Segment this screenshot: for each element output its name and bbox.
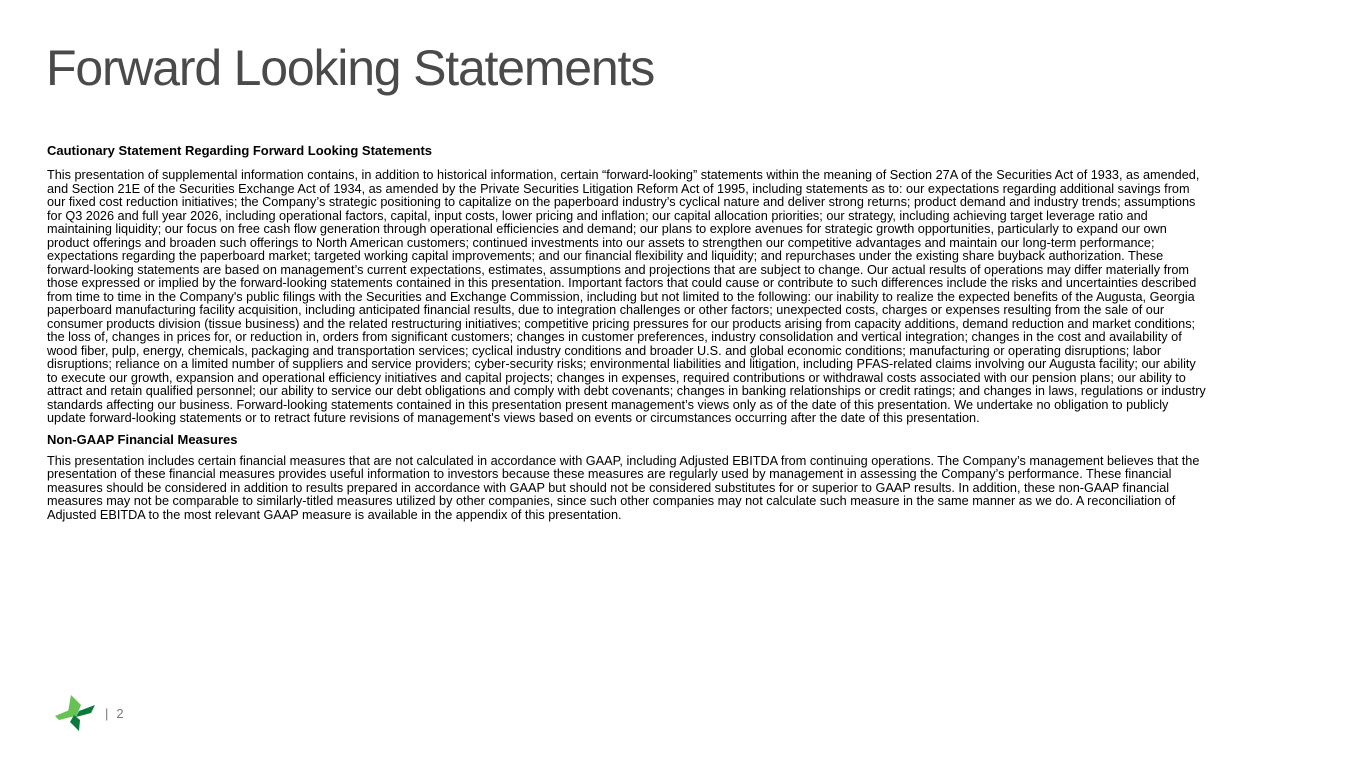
- page-number: 2: [116, 705, 124, 721]
- section-heading-non-gaap: Non-GAAP Financial Measures: [47, 431, 238, 447]
- section-heading-cautionary: Cautionary Statement Regarding Forward Looking Statements: [47, 143, 432, 158]
- slide-content: [47, 144, 1209, 522]
- section-body-cautionary: This presentation of supplemental information contains, in addition to historical information, certain “forward-looking” statements within the meaning of Section 27A of the Securities Act of 1933, as amended, and Section 21E of the Securities Exchange Act of 1934, as amended by the Private Securities Litigation Reform Act of 1995, including statements as to: our expectations regarding additional savings from our fixed cost reduction initiatives; the Company’s strategic positioning to capitalize on the paperboard industry’s cyclical nature and deliver strong returns; product demand and industry trends; assumptions for Q3 2026 and full year 2026, including operational factors, capital, input costs, lower pricing and inflation; our capital allocation priorities; our strategy, including achieving target leverage ratio and maintaining liquidity; our focus on free cash flow generation through operational efficiencies and demand; our plans to explore avenues for strategic growth opportunities, particularly to expand our own product offerings and broaden such offerings to North American customers; continued investments into our assets to strengthen our competitive advantages and maintain our long-term performance; expectations regarding the paperboard market; targeted working capital improvements; and our financial flexibility and liquidity; and repurchases under the existing share buyback authorization. These forward-looking statements are based on management’s current expectations, estimates, assumptions and projections that are subject to change. Our actual results of operations may differ materially from those expressed or implied by the forward-looking statements contained in this presentation. Important factors that could cause or contribute to such differences include the risks and uncertainties described from time to time in the Company's public filings with the Securities and Exchange Commission, including but not limited to the following: our inability to realize the expected benefits of the Augusta, Georgia paperboard manufacturing facility acquisition, including anticipated financial results, due to integration challenges or other factors; unexpected costs, charges or expenses resulting from the sale of our consumer products division (tissue business) and the related restructuring initiatives; competitive pricing pressures for our products arising from capacity additions, demand reduction and market conditions; the loss of, changes in prices for, or reduction in, orders from significant customers; changes in customer preferences, industry consolidation and vertical integration; changes in the cost and availability of wood fiber, pulp, energy, chemicals, packaging and transportation services; cyclical industry conditions and broader U.S. and global economic conditions; manufacturing or operating disruptions; labor disruptions; reliance on a limited number of suppliers and service providers; cyber-security risks; environmental liabilities and litigation, including PFAS-related claims involving our Augusta facility; our ability to execute our growth, expansion and operational efficiency initiatives and capital projects; changes in expenses, required contributions or withdrawal costs associated with our pension plans; our ability to attract and retain qualified personnel; our ability to service our debt obligations and comply with debt covenants; changes in banking relationships or credit ratings; and changes in laws, regulations or industry standards affecting our business. Forward-looking statements contained in this presentation present management’s views only as of the date of this presentation. We undertake no obligation to publicly update forward-looking statements or to retract future revisions of management's views based on events or circumstances occurring after the date of this presentation.: [47, 168, 1206, 425]
- footer-separator: |: [105, 705, 109, 721]
- slide-title: Forward Looking Statements: [46, 40, 655, 96]
- slide-footer: [55, 695, 124, 731]
- section-body-non-gaap: This presentation includes certain financial measures that are not calculated in accordance with GAAP, including Adjusted EBITDA from continuing operations. The Company’s management believes that the presentation of these financial measures provides useful information to investors because these measures are regularly used by management in assessing the Company’s performance. These financial measures should be considered in addition to results prepared in accordance with GAAP but should not be considered substitutes for or superior to GAAP results. In addition, these non-GAAP financial measures may not be comparable to similarly-titled measures utilized by other companies, since such other companies may not calculate such measure in the same manner as we do. A reconciliation of Adjusted EBITDA to the most relevant GAAP measure is available in the appendix of this presentation.: [47, 453, 1200, 522]
- company-logo-icon: [55, 695, 95, 731]
